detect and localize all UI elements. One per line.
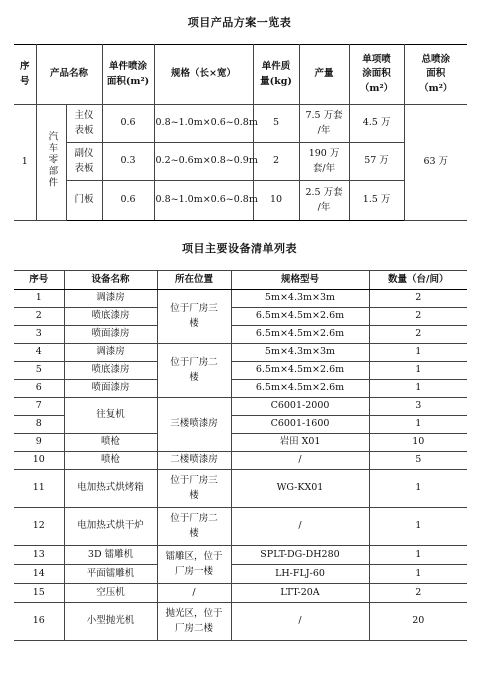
product-name: 副仪 表板 [66,143,102,181]
output: 2.5 万套 /年 [299,181,349,221]
model: 5m×4.3m×3m [231,290,369,308]
table-row [14,434,467,452]
quantity: 5 [369,452,467,470]
equipment-name: 空压机 [64,584,157,603]
equipment-name: 平面镭雕机 [64,565,157,584]
location: 位于厂房二 楼 [157,508,231,546]
quantity: 1 [369,344,467,362]
model: 5m×4.3m×3m [231,344,369,362]
header-output: 产量 [299,45,349,105]
header-qty: 数量（台/间） [369,271,467,290]
item-area: 4.5 万 [349,105,404,143]
table-row [14,565,467,584]
seq: 1 [14,290,64,308]
model: C6001-1600 [231,416,369,434]
header-mass: 单件质 量(kg) [253,45,299,105]
product-plan-table [14,44,467,221]
seq: 3 [14,326,64,344]
header-area: 单件喷涂 面积(m²) [102,45,154,105]
unit-mass: 10 [253,181,299,221]
table2-title: 项目主要设备清单列表 [182,242,297,255]
equipment-name: 喷枪 [64,434,157,452]
seq: 16 [14,603,64,641]
model: 6.5m×4.5m×2.6m [231,362,369,380]
table-row [14,181,467,221]
location: 镭雕区，位于 厂房一楼 [157,546,231,584]
header-seq: 序 号 [14,45,36,105]
equipment-name: 3D 镭雕机 [64,546,157,565]
seq: 2 [14,308,64,326]
location: 抛光区，位于 厂房二楼 [157,603,231,641]
header-seq: 序号 [14,271,64,290]
table-row [14,344,467,362]
quantity: 2 [369,326,467,344]
equipment-name: 调漆房 [64,290,157,308]
equipment-name: 电加热式烘干炉 [64,508,157,546]
equipment-name: 喷面漆房 [64,326,157,344]
seq: 5 [14,362,64,380]
table-row [14,380,467,398]
table-row [14,603,467,641]
quantity: 20 [369,603,467,641]
group-category: 汽车零部件 [36,105,66,221]
seq: 7 [14,398,64,416]
quantity: 1 [369,416,467,434]
seq: 6 [14,380,64,398]
model: SPLT-DG-DH280 [231,546,369,565]
location: 三楼喷漆房 [157,398,231,452]
model: 6.5m×4.5m×2.6m [231,326,369,344]
table-row [14,470,467,508]
spec: 0.2~0.6m×0.8~0.9m [154,143,253,181]
seq: 14 [14,565,64,584]
product-name: 门板 [66,181,102,221]
table-row [14,398,467,416]
equipment-name: 喷底漆房 [64,362,157,380]
item-area: 1.5 万 [349,181,404,221]
seq: 12 [14,508,64,546]
equipment-list-table [14,270,467,641]
location: / [157,584,231,603]
quantity: 1 [369,546,467,565]
seq: 8 [14,416,64,434]
header-location: 所在位置 [157,271,231,290]
header-spec: 规格（长×宽） [154,45,253,105]
header-name: 设备名称 [64,271,157,290]
quantity: 1 [369,508,467,546]
model: 岩田 X01 [231,434,369,452]
item-area: 57 万 [349,143,404,181]
unit-area: 0.6 [102,105,154,143]
table-row [14,326,467,344]
location: 位于厂房三 楼 [157,470,231,508]
model: 6.5m×4.5m×2.6m [231,380,369,398]
model: WG-KX01 [231,470,369,508]
seq: 11 [14,470,64,508]
location: 位于厂房二 楼 [157,344,231,398]
table-row [14,508,467,546]
header-model: 规格型号 [231,271,369,290]
unit-mass: 2 [253,143,299,181]
output: 190 万 套/年 [299,143,349,181]
quantity: 1 [369,565,467,584]
seq: 4 [14,344,64,362]
equipment-name: 小型抛光机 [64,603,157,641]
unit-mass: 5 [253,105,299,143]
model: 6.5m×4.5m×2.6m [231,308,369,326]
equipment-name: 调漆房 [64,344,157,362]
header-item-area: 单项喷 涂面积 （m²） [349,45,404,105]
table-row [14,105,467,143]
header-product: 产品名称 [36,45,102,105]
model: / [231,603,369,641]
table-row [14,290,467,308]
model: LTT-20A [231,584,369,603]
table-row [14,452,467,470]
quantity: 2 [369,308,467,326]
total-area: 63 万 [404,105,467,221]
quantity: 3 [369,398,467,416]
seq: 13 [14,546,64,565]
header-total-area: 总喷涂 面积 （m²） [404,45,467,105]
equipment-name: 喷底漆房 [64,308,157,326]
group-seq: 1 [14,105,36,221]
table-row [14,584,467,603]
location: 位于厂房三 楼 [157,290,231,344]
spec: 0.8~1.0m×0.6~0.8m [154,105,253,143]
equipment-name: 喷面漆房 [64,380,157,398]
table-row [14,362,467,380]
spec: 0.8~1.0m×0.6~0.8m [154,181,253,221]
seq: 9 [14,434,64,452]
unit-area: 0.6 [102,181,154,221]
quantity: 10 [369,434,467,452]
table1-title: 项目产品方案一览表 [187,16,292,29]
seq: 15 [14,584,64,603]
equipment-name: 往复机 [64,398,157,434]
unit-area: 0.3 [102,143,154,181]
product-name: 主仪 表板 [66,105,102,143]
model: / [231,452,369,470]
quantity: 1 [369,362,467,380]
table-row [14,308,467,326]
quantity: 1 [369,470,467,508]
equipment-name: 电加热式烘烤箱 [64,470,157,508]
output: 7.5 万套 /年 [299,105,349,143]
table-row [14,546,467,565]
model: LH-FLJ-60 [231,565,369,584]
quantity: 1 [369,380,467,398]
seq: 10 [14,452,64,470]
table-row [14,143,467,181]
quantity: 2 [369,290,467,308]
location: 二楼喷漆房 [157,452,231,470]
equipment-name: 喷枪 [64,452,157,470]
model: / [231,508,369,546]
quantity: 2 [369,584,467,603]
model: C6001-2000 [231,398,369,416]
